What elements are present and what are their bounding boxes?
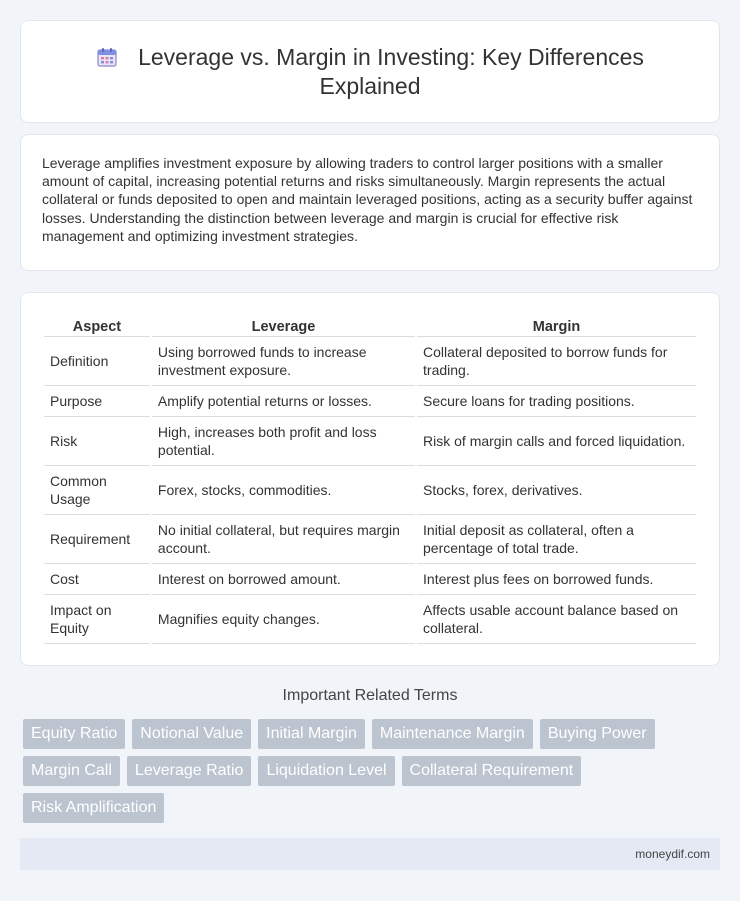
related-terms-list: [23, 719, 683, 823]
table-row: [44, 386, 696, 417]
table-row: [44, 515, 696, 564]
table-row: [44, 595, 696, 644]
tag-notional-value[interactable]: Notional Value: [132, 719, 251, 749]
page-title-wrap: [61, 43, 679, 101]
row-margin: Interest plus fees on borrowed funds.: [417, 564, 696, 595]
row-leverage: No initial collateral, but requires margin account.: [152, 515, 415, 564]
calendar-icon: [96, 46, 118, 68]
row-leverage: Forex, stocks, commodities.: [152, 466, 415, 515]
row-aspect: Common Usage: [44, 466, 150, 515]
header-leverage: Leverage: [152, 315, 415, 337]
row-margin: Secure loans for trading positions.: [417, 386, 696, 417]
row-leverage: Magnifies equity changes.: [152, 595, 415, 644]
row-aspect: Definition: [44, 337, 150, 386]
header-aspect: Aspect: [44, 315, 150, 337]
table-header-row: [44, 315, 696, 337]
title-card: [20, 20, 720, 123]
tag-leverage-ratio[interactable]: Leverage Ratio: [127, 756, 252, 786]
row-margin: Risk of margin calls and forced liquidation.: [417, 417, 696, 466]
tag-buying-power[interactable]: Buying Power: [540, 719, 655, 749]
table-row: [44, 466, 696, 515]
row-aspect: Requirement: [44, 515, 150, 564]
row-margin: Collateral deposited to borrow funds for trading.: [417, 337, 696, 386]
table-row: [44, 417, 696, 466]
tag-risk-amplification[interactable]: Risk Amplification: [23, 793, 164, 823]
table-row: [44, 337, 696, 386]
tag-equity-ratio[interactable]: Equity Ratio: [23, 719, 125, 749]
row-leverage: High, increases both profit and loss potential.: [152, 417, 415, 466]
row-aspect: Risk: [44, 417, 150, 466]
comparison-table: [42, 315, 698, 644]
row-margin: Affects usable account balance based on collateral.: [417, 595, 696, 644]
row-aspect: Purpose: [44, 386, 150, 417]
footer: [20, 838, 720, 870]
tag-maintenance-margin[interactable]: Maintenance Margin: [372, 719, 533, 749]
footer-site-link[interactable]: moneydif.com: [635, 847, 710, 861]
tag-collateral-requirement[interactable]: Collateral Requirement: [402, 756, 582, 786]
row-margin: Initial deposit as collateral, often a percentage of total trade.: [417, 515, 696, 564]
related-terms-title: Important Related Terms: [282, 687, 458, 704]
row-aspect: Cost: [44, 564, 150, 595]
intro-card: [20, 134, 720, 271]
row-leverage: Interest on borrowed amount.: [152, 564, 415, 595]
tag-initial-margin[interactable]: Initial Margin: [258, 719, 365, 749]
table-row: [44, 564, 696, 595]
row-margin: Stocks, forex, derivatives.: [417, 466, 696, 515]
intro-paragraph: Leverage amplifies investment exposure by allowing traders to control larger positions with a smaller amount of capital, increasing potential returns and risks simultaneously. Margin represents the actual collateral or funds deposited to open and maintain leveraged positions, acting as a security buffer against losses. Understanding the distinction between leverage and margin is crucial for effective risk management and optimizing investment strategies.: [42, 155, 693, 244]
page-title: Leverage vs. Margin in Investing: Key Differences Explained: [138, 44, 644, 99]
tag-liquidation-level[interactable]: Liquidation Level: [258, 756, 394, 786]
tag-margin-call[interactable]: Margin Call: [23, 756, 120, 786]
row-aspect: Impact on Equity: [44, 595, 150, 644]
header-margin: Margin: [417, 315, 696, 337]
comparison-card: [20, 292, 720, 666]
row-leverage: Amplify potential returns or losses.: [152, 386, 415, 417]
row-leverage: Using borrowed funds to increase investment exposure.: [152, 337, 415, 386]
